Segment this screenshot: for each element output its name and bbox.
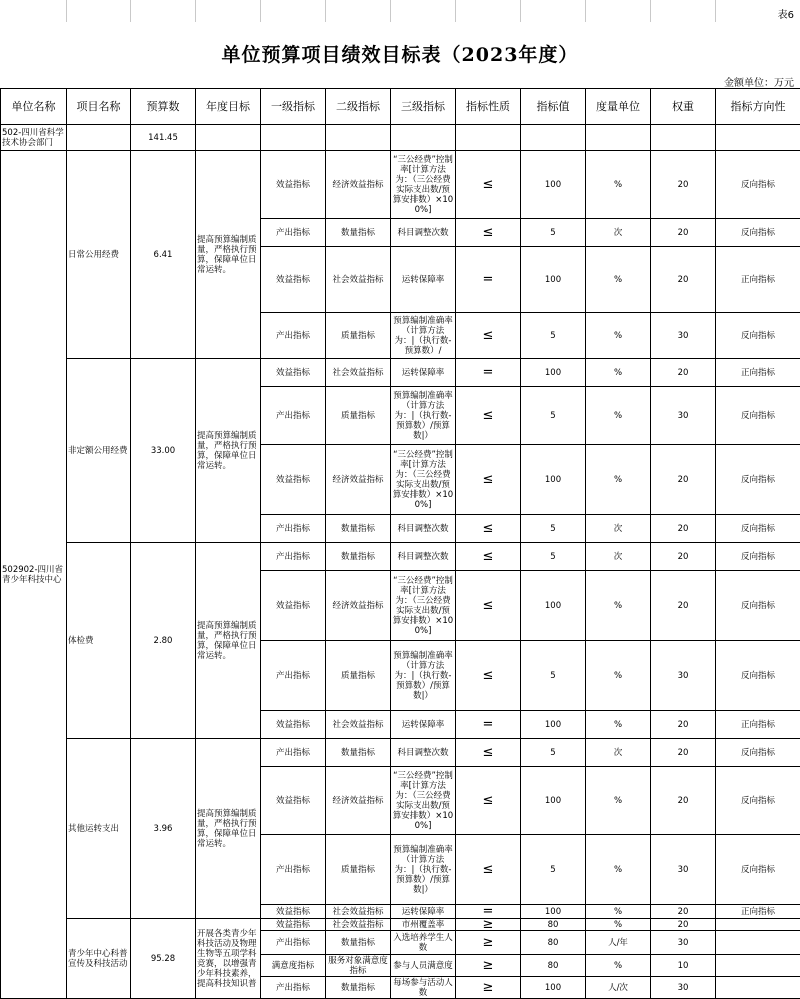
annual-goal-cell: 提高预算编制质量，严格执行预算，保障单位日常运转。 [196,543,261,739]
indicator-nature: ≤ [456,767,521,835]
level2-indicator: 经济效益指标 [326,445,391,515]
empty-cell [326,125,391,151]
indicator-value: 100 [521,905,586,919]
level1-indicator: 效益指标 [261,571,326,641]
level1-indicator: 效益指标 [261,359,326,387]
indicator-value: 5 [521,739,586,767]
header-cell: 权重 [651,89,716,125]
level2-indicator: 服务对象满意度指标 [326,955,391,977]
measure-unit: 次 [586,543,651,571]
measure-unit: % [586,919,651,931]
indicator-value: 100 [521,445,586,515]
amount-unit: 金额单位：万元 [724,74,794,89]
performance-table [0,88,800,999]
level1-indicator: 产出指标 [261,515,326,543]
empty-cell [456,125,521,151]
measure-unit: % [586,955,651,977]
weight: 30 [651,931,716,955]
measure-unit: % [586,641,651,711]
level2-indicator: 社会效益指标 [326,919,391,931]
measure-unit: % [586,767,651,835]
summary-budget: 141.45 [131,125,196,151]
level2-indicator: 社会效益指标 [326,359,391,387]
project-budget-cell: 3.96 [131,739,196,919]
weight: 20 [651,445,716,515]
project-name-cell: 体检费 [67,543,131,739]
indicator-direction: 反向指标 [716,835,800,905]
empty-cell [586,125,651,151]
header-cell: 度量单位 [586,89,651,125]
indicator-nature: ≤ [456,739,521,767]
level2-indicator: 社会效益指标 [326,711,391,739]
level1-indicator: 产出指标 [261,543,326,571]
indicator-direction [716,955,800,977]
header-cell: 单位名称 [1,89,67,125]
indicator-direction: 反向指标 [716,543,800,571]
indicator-direction [716,931,800,955]
level2-indicator: 质量指标 [326,641,391,711]
level1-indicator: 产出指标 [261,977,326,999]
indicator-nature: = [456,905,521,919]
measure-unit: % [586,359,651,387]
indicator-value: 80 [521,955,586,977]
empty-cell [261,125,326,151]
indicator-direction: 反向指标 [716,739,800,767]
summary-unit-name: 502-四川省科学技术协会部门 [1,125,67,151]
indicator-value: 5 [521,219,586,247]
level1-indicator: 效益指标 [261,767,326,835]
weight: 20 [651,151,716,219]
header-cell: 三级指标 [391,89,456,125]
table-row [1,359,800,387]
indicator-value: 100 [521,767,586,835]
level2-indicator: 质量指标 [326,313,391,359]
level2-indicator: 社会效益指标 [326,247,391,313]
project-name-cell: 日常公用经费 [67,151,131,359]
indicator-nature: ≤ [456,387,521,445]
level1-indicator: 产出指标 [261,219,326,247]
annual-goal-cell: 提高预算编制质量，严格执行预算，保障单位日常运转。 [196,151,261,359]
weight: 20 [651,711,716,739]
weight: 20 [651,219,716,247]
indicator-value: 5 [521,543,586,571]
header-cell: 项目名称 [67,89,131,125]
indicator-value: 100 [521,571,586,641]
level1-indicator: 效益指标 [261,445,326,515]
header-cell: 指标值 [521,89,586,125]
indicator-nature: ≤ [456,515,521,543]
measure-unit: % [586,711,651,739]
weight: 30 [651,835,716,905]
indicator-value: 100 [521,977,586,999]
header-cell: 预算数 [131,89,196,125]
weight: 20 [651,515,716,543]
level2-indicator: 数量指标 [326,977,391,999]
weight: 20 [651,905,716,919]
indicator-nature: ≤ [456,835,521,905]
level1-indicator: 效益指标 [261,247,326,313]
indicator-nature: ≤ [456,445,521,515]
weight: 20 [651,739,716,767]
header-cell: 指标方向性 [716,89,800,125]
level3-indicator: 每场参与活动人数 [391,977,456,999]
table-row [1,543,800,571]
indicator-value: 100 [521,711,586,739]
project-budget-cell: 95.28 [131,919,196,999]
indicator-value: 100 [521,151,586,219]
indicator-value: 80 [521,919,586,931]
project-name-cell: 非定额公用经费 [67,359,131,543]
weight: 30 [651,313,716,359]
indicator-direction [716,919,800,931]
indicator-direction: 反向指标 [716,313,800,359]
level1-indicator: 产出指标 [261,313,326,359]
indicator-direction: 反向指标 [716,571,800,641]
weight: 20 [651,767,716,835]
weight: 20 [651,247,716,313]
indicator-direction: 正向指标 [716,711,800,739]
level3-indicator: 科目调整次数 [391,219,456,247]
weight: 20 [651,543,716,571]
level3-indicator: “三公经费”控制率[计算方法为：（三公经费实际支出数/预算安排数）×100%] [391,571,456,641]
level3-indicator: 预算编制准确率（计算方法为：|（执行数-预算数）/预算数|） [391,641,456,711]
project-name-cell: 青少年中心科普宣传及科技活动 [67,919,131,999]
header-cell: 一级指标 [261,89,326,125]
measure-unit: % [586,247,651,313]
indicator-direction: 反向指标 [716,515,800,543]
indicator-nature: = [456,359,521,387]
level3-indicator: “三公经费”控制率[计算方法为：（三公经费实际支出数/预算安排数）×100%] [391,151,456,219]
project-budget-cell: 2.80 [131,543,196,739]
level1-indicator: 产出指标 [261,739,326,767]
indicator-value: 100 [521,359,586,387]
level2-indicator: 数量指标 [326,219,391,247]
level1-indicator: 效益指标 [261,905,326,919]
measure-unit: % [586,571,651,641]
measure-unit: % [586,387,651,445]
level2-indicator: 数量指标 [326,931,391,955]
level2-indicator: 数量指标 [326,739,391,767]
indicator-value: 100 [521,247,586,313]
indicator-direction: 反向指标 [716,219,800,247]
level3-indicator: 科目调整次数 [391,515,456,543]
indicator-nature: = [456,711,521,739]
level3-indicator: “三公经费”控制率[计算方法为：（三公经费实际支出数/预算安排数）×100%] [391,767,456,835]
indicator-direction: 正向指标 [716,247,800,313]
header-cell: 年度目标 [196,89,261,125]
level3-indicator: 运转保障率 [391,247,456,313]
indicator-direction: 正向指标 [716,905,800,919]
indicator-value: 80 [521,931,586,955]
measure-unit: % [586,313,651,359]
level1-indicator: 满意度指标 [261,955,326,977]
empty-cell [67,125,131,151]
weight: 20 [651,571,716,641]
indicator-value: 5 [521,835,586,905]
level3-indicator: 参与人员满意度 [391,955,456,977]
level3-indicator: 入选培养学生人数 [391,931,456,955]
level1-indicator: 效益指标 [261,919,326,931]
level2-indicator: 经济效益指标 [326,571,391,641]
empty-cell [521,125,586,151]
level3-indicator: 预算编制准确率（计算方法为：|（执行数-预算数）/预算数|） [391,387,456,445]
level3-indicator: 运转保障率 [391,711,456,739]
sheet-grid-strip [0,0,800,22]
project-budget-cell: 6.41 [131,151,196,359]
annual-goal-cell: 提高预算编制质量，严格执行预算，保障单位日常运转。 [196,739,261,919]
level1-indicator: 产出指标 [261,641,326,711]
weight: 30 [651,641,716,711]
empty-cell [391,125,456,151]
project-name-cell: 其他运转支出 [67,739,131,919]
annual-goal-cell: 开展各类青少年科技活动及物理生物等五项学科竞赛，以增强青少年科技素养，提高科技知识普 [196,919,261,999]
sheet-number: 表6 [778,6,794,21]
indicator-direction: 反向指标 [716,387,800,445]
indicator-direction: 反向指标 [716,767,800,835]
weight: 20 [651,919,716,931]
header-row [1,89,800,125]
level3-indicator: 科目调整次数 [391,543,456,571]
level2-indicator: 数量指标 [326,543,391,571]
level1-indicator: 效益指标 [261,711,326,739]
indicator-direction: 正向指标 [716,359,800,387]
measure-unit: % [586,835,651,905]
measure-unit: % [586,445,651,515]
indicator-nature: = [456,247,521,313]
level3-indicator: “三公经费”控制率[计算方法为：（三公经费实际支出数/预算安排数）×100%] [391,445,456,515]
indicator-value: 5 [521,313,586,359]
table-row [1,151,800,219]
level3-indicator: 市州覆盖率 [391,919,456,931]
project-budget-cell: 33.00 [131,359,196,543]
empty-cell [651,125,716,151]
indicator-nature: ≤ [456,219,521,247]
measure-unit: % [586,905,651,919]
table-row [1,739,800,767]
level2-indicator: 数量指标 [326,515,391,543]
weight: 10 [651,955,716,977]
table-row [1,919,800,931]
weight: 20 [651,359,716,387]
level2-indicator: 质量指标 [326,835,391,905]
weight: 30 [651,977,716,999]
indicator-nature: ≤ [456,313,521,359]
summary-row [1,125,800,151]
measure-unit: 次 [586,219,651,247]
measure-unit: 人/次 [586,977,651,999]
indicator-value: 5 [521,387,586,445]
level3-indicator: 运转保障率 [391,359,456,387]
level3-indicator: 运转保障率 [391,905,456,919]
indicator-nature: ≥ [456,931,521,955]
header-cell: 二级指标 [326,89,391,125]
indicator-nature: ≤ [456,151,521,219]
indicator-value: 5 [521,641,586,711]
indicator-value: 5 [521,515,586,543]
level1-indicator: 效益指标 [261,151,326,219]
header-cell: 指标性质 [456,89,521,125]
measure-unit: 次 [586,515,651,543]
measure-unit: % [586,151,651,219]
indicator-nature: ≥ [456,919,521,931]
measure-unit: 次 [586,739,651,767]
indicator-nature: ≤ [456,543,521,571]
indicator-nature: ≤ [456,571,521,641]
level1-indicator: 产出指标 [261,835,326,905]
indicator-direction: 反向指标 [716,151,800,219]
unit-name-cell: 502902-四川省青少年科技中心 [1,151,67,999]
level3-indicator: 预算编制准确率（计算方法为：|（执行数-预算数）/预算数|） [391,835,456,905]
measure-unit: 人/年 [586,931,651,955]
level3-indicator: 预算编制准确率（计算方法为：|（执行数-预算数）/ [391,313,456,359]
empty-cell [196,125,261,151]
empty-cell [716,125,800,151]
annual-goal-cell: 提高预算编制质量，严格执行预算，保障单位日常运转。 [196,359,261,543]
indicator-nature: ≥ [456,955,521,977]
level1-indicator: 产出指标 [261,931,326,955]
level3-indicator: 科目调整次数 [391,739,456,767]
weight: 30 [651,387,716,445]
level2-indicator: 经济效益指标 [326,151,391,219]
level1-indicator: 产出指标 [261,387,326,445]
page-title: 单位预算项目绩效目标表（2023年度） [0,40,800,67]
indicator-nature: ≥ [456,977,521,999]
indicator-direction: 反向指标 [716,641,800,711]
indicator-nature: ≤ [456,641,521,711]
level2-indicator: 经济效益指标 [326,767,391,835]
level2-indicator: 社会效益指标 [326,905,391,919]
level2-indicator: 质量指标 [326,387,391,445]
indicator-direction: 反向指标 [716,445,800,515]
